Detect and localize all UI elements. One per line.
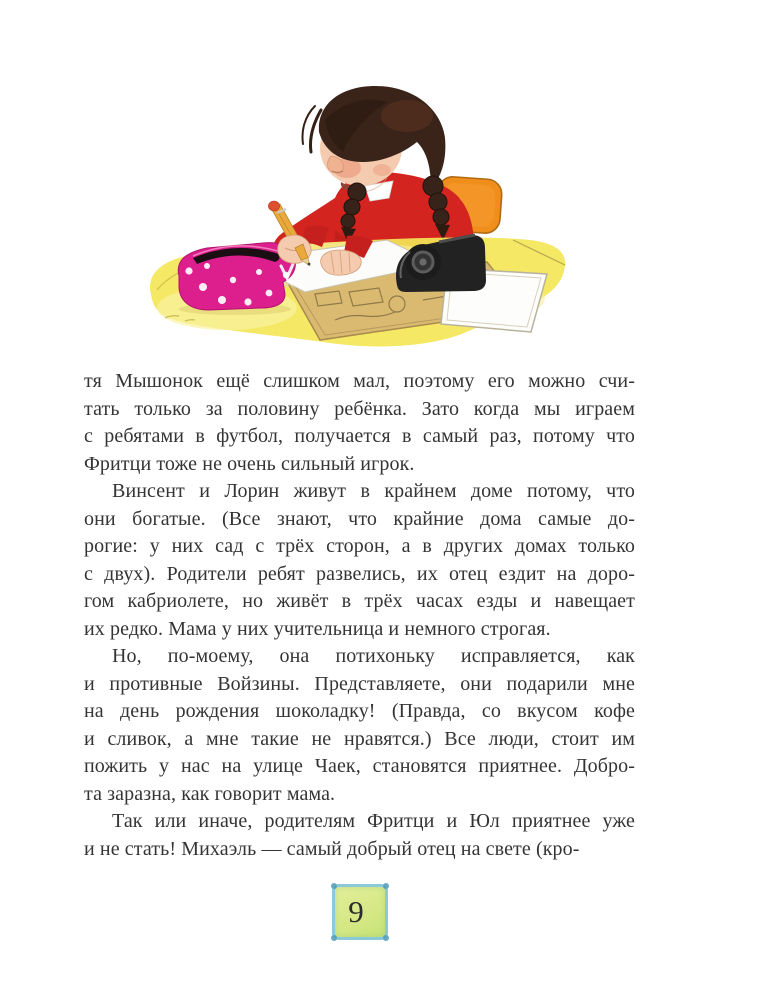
text-line: они богатые. (Все знают, что крайние дома самые до- xyxy=(84,507,635,530)
text-line: с двух). Родители ребят развелись, их отец ездит на доро- xyxy=(84,562,635,585)
badge-corner-dot xyxy=(383,935,389,941)
paragraph xyxy=(84,368,635,478)
text-block xyxy=(84,368,635,863)
badge-corner-dot xyxy=(331,883,337,889)
text-line: Но, по-моему, она потихоньку исправляется, как xyxy=(112,645,635,667)
text-line: та заразна, как говорит мама. xyxy=(84,782,336,805)
text-line: гом кабриолете, но живёт в трёх часах езды и навещает xyxy=(84,590,635,612)
text-line: Винсент и Лорин живут в крайнем доме потому, что xyxy=(112,480,635,502)
text-line: и не стать! Михаэль — самый добрый отец на свете (кро- xyxy=(84,837,580,860)
text-line: тать только за половину ребёнка. Зато когда мы играем xyxy=(84,397,635,420)
text-line: и сливок, а мне такие не нравятся.) Все люди, стоит им xyxy=(84,727,635,750)
paragraph xyxy=(84,478,635,643)
text-line: пожить у нас на улице Чаек, становятся приятнее. Добро- xyxy=(84,755,635,777)
paragraph xyxy=(84,643,635,808)
pencil-case xyxy=(178,243,295,315)
text-line: рогие: у них сад с трёх сторон, а в других домах только xyxy=(84,535,635,557)
paragraph xyxy=(84,808,635,863)
text-line: тя Мышонок ещё слишком мал, поэтому его можно счи- xyxy=(84,370,635,392)
text-line: Так или иначе, родителям Фритци и Юл приятнее уже xyxy=(112,810,635,832)
text-line: Фритци тоже не очень сильный игрок. xyxy=(84,452,415,475)
text-line: и противные Войзины. Представляете, они подарили мне xyxy=(84,672,635,695)
page-number: 9 xyxy=(348,893,364,929)
badge-corner-dot xyxy=(383,883,389,889)
text-line: с ребятами в футбол, получается в самый раз, потому что xyxy=(84,425,635,447)
badge-corner-dot xyxy=(331,935,337,941)
illustration-girl-writing xyxy=(135,80,575,352)
page-number-badge xyxy=(332,884,388,940)
text-line: их редко. Мама у них учительница и немного строгая. xyxy=(84,617,551,640)
text-line: на день рождения шоколадку! (Правда, со вкусом кофе xyxy=(84,700,635,722)
